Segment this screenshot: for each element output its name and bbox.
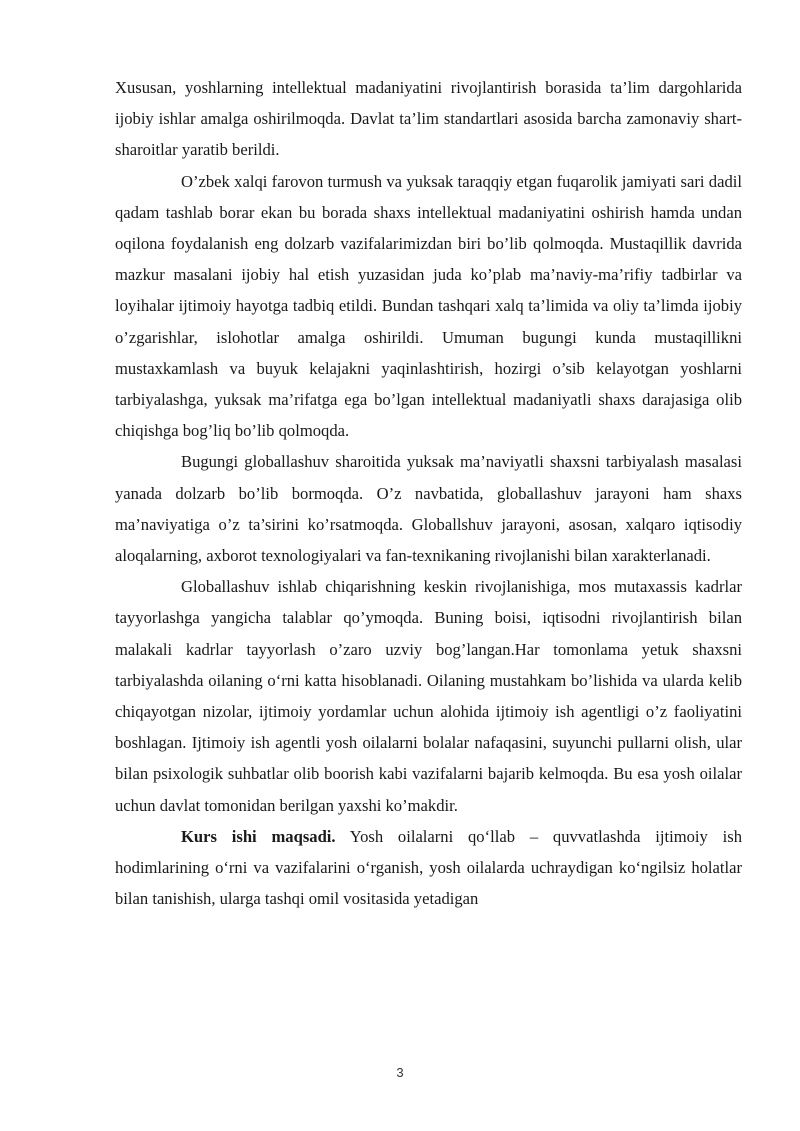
paragraph-5 [115, 821, 742, 915]
document-body [115, 72, 742, 914]
paragraph-5-text: Yosh oilalarni qo‘llab – quvvatlashda ijtimoiy ish hodimlarining o‘rni va vazifalarini o‘rganish, yosh oilalarda uchraydigan ko‘ngilsiz holatlar bilan tanishish, ularga tashqi omil vositasida yetadigan [115, 826, 742, 909]
page-number: 3 [396, 1065, 404, 1080]
paragraph-2 [115, 166, 742, 447]
paragraph-5-lead: Kurs ishi maqsadi. [181, 826, 336, 846]
paragraph-2-text: O’zbek xalqi farovon turmush va yuksak taraqqiy etgan fuqarolik jamiyati sari dadil qadam tashlab borar ekan bu borada shaxs intellektual madaniyatini oshirish hamda undan oqilona foydalanish eng dolzarb vazifalarimizdan biri bo’lib qolmoqda. Mustaqillik davrida mazkur masalani ijobiy hal etish yuzasidan juda ko’plab ma’naviy-ma’rifiy tadbirlar va loyihalar ijtimoiy hayotga tadbiq etildi. Bundan tashqari xalq ta’limida va oliy ta’limda ijobiy o’zgarishlar, islohotlar amalga oshirildi. Umuman bugungi kunda mustaqillikni mustaxkamlash va buyuk kelajakni yaqinlashtirish, hozirgi o’sib kelayotgan yoshlarni tarbiyalashga, yuksak ma’rifatga ega bo’lgan intellektual madaniyatli shaxs darajasiga olib chiqishga bog’liq bo’lib qolmoqda. [115, 171, 742, 441]
paragraph-3-text: Bugungi globallashuv sharoitida yuksak ma’naviyatli shaxsni tarbiyalash masalasi yanada dolzarb bo’lib bormoqda. O’z navbatida, globallashuv jarayoni ham shaxs ma’naviyatiga o’z ta’sirini ko’rsatmoqda. Globallshuv jarayoni, asosan, xalqaro iqtisodiy aloqalarning, axborot texnologiyalari va fan-texnikaning rivojlanishi bilan xarakterlanadi. [115, 452, 742, 566]
paragraph-1 [115, 72, 742, 166]
paragraph-4-text: Globallashuv ishlab chiqarishning keskin rivojlanishiga, mos mutaxassis kadrlar tayyorlashga yangicha talablar qo’ymoqda. Buning boisi, iqtisodni rivojlantirish bilan malakali kadrlar tayyorlash o’zaro uzviy bog’langan.Har tomonlama yetuk shaxsni tarbiyalashda oilaning o‘rni katta hisoblanadi. Oilaning mustahkam bo’lishida va ularda kelib chiqayotgan nizolar, ijtimoiy yordamlar uchun alohida ijtimoiy ish agentligi o’z faoliyatini boshlagan. Ijtimoiy ish agentli yosh oilalarni bolalar nafaqasini, suyunchi pullarni olish, ular bilan psixologik suhbatlar olib boorish kabi vazifalarni bajarib kelmoqda. Bu esa yosh oilalar uchun davlat tomonidan berilgan yaxshi ko’makdir. [115, 577, 742, 815]
paragraph-4 [115, 571, 742, 821]
paragraph-1-text: Xususan, yoshlarning intellektual madaniyatini rivojlantirish borasida ta’lim dargohlarida ijobiy ishlar amalga oshirilmoqda. Davlat ta’lim standartlari asosida barcha zamonaviy shart-sharoitlar yaratib berildi. [115, 78, 742, 160]
paragraph-3 [115, 446, 742, 571]
